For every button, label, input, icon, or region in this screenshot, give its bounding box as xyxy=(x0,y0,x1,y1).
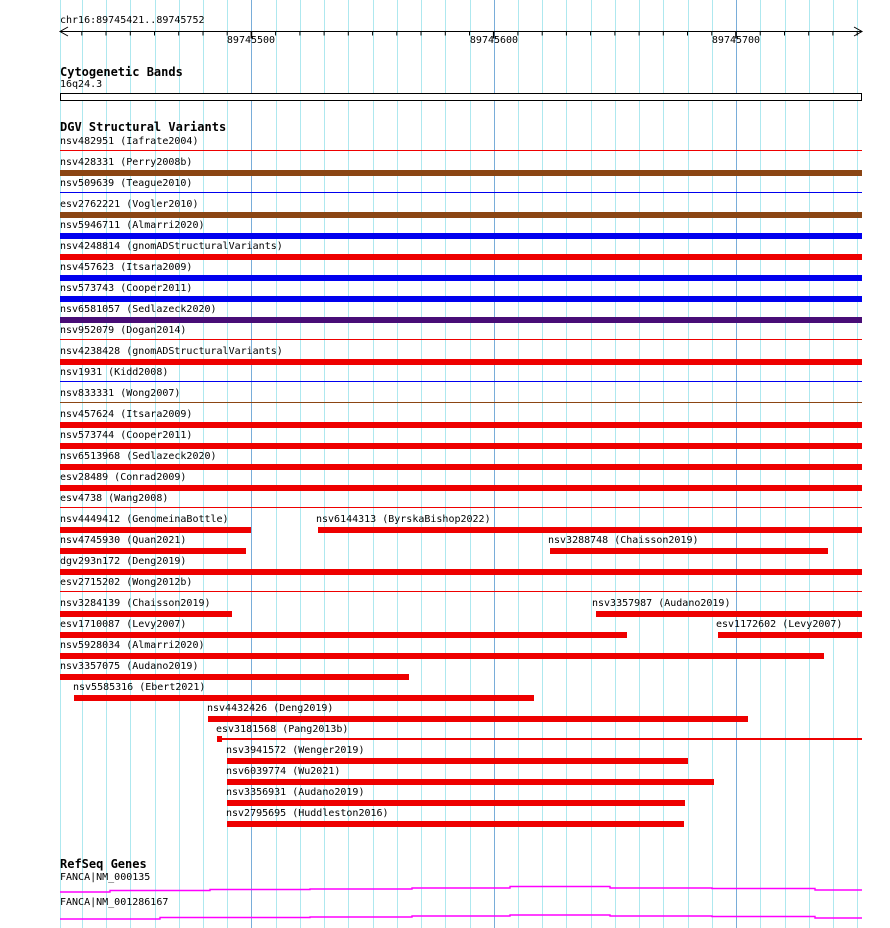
variant-label: nsv3288748 (Chaisson2019) xyxy=(548,535,699,546)
variant-label: nsv5946711 (Almarri2020) xyxy=(60,220,205,231)
variant-label: nsv3357987 (Audano2019) xyxy=(592,598,731,609)
section-title-refseq: RefSeq Genes xyxy=(60,857,147,871)
variant-label: dgv293n172 (Deng2019) xyxy=(60,556,187,567)
variant-label: nsv573743 (Cooper2011) xyxy=(60,283,193,294)
variant-label: nsv1931 (Kidd2008) xyxy=(60,367,169,378)
variant-label: esv1710087 (Levy2007) xyxy=(60,619,187,630)
variant-label: nsv4248814 (gnomADStructuralVariants) xyxy=(60,241,283,252)
variant-label: esv3181568 (Pang2013b) xyxy=(216,724,349,735)
variant-label: esv2715202 (Wong2012b) xyxy=(60,577,193,588)
variant-label: nsv5928034 (Almarri2020) xyxy=(60,640,205,651)
gene-model[interactable] xyxy=(60,915,862,919)
variant-label: nsv2795695 (Huddleston2016) xyxy=(226,808,389,819)
variant-label: nsv4449412 (GenomeinaBottle) xyxy=(60,514,229,525)
variant-label: nsv4238428 (gnomADStructuralVariants) xyxy=(60,346,283,357)
gene-model[interactable] xyxy=(60,887,862,893)
gene-label: FANCA|NM_001286167 xyxy=(60,897,169,908)
variant-label: esv2762221 (Vogler2010) xyxy=(60,199,199,210)
variant-label: nsv509639 (Teague2010) xyxy=(60,178,193,189)
variant-label: nsv482951 (Iafrate2004) xyxy=(60,136,199,147)
variant-label: nsv457623 (Itsara2009) xyxy=(60,262,193,273)
variant-label: nsv428331 (Perry2008b) xyxy=(60,157,193,168)
variant-label: nsv6581057 (Sedlazeck2020) xyxy=(60,304,217,315)
variant-label: nsv3284139 (Chaisson2019) xyxy=(60,598,211,609)
variant-label: nsv5585316 (Ebert2021) xyxy=(73,682,206,693)
region-coordinates: chr16:89745421..89745752 xyxy=(60,15,205,26)
variant-label: nsv4432426 (Deng2019) xyxy=(207,703,334,714)
variant-label: nsv573744 (Cooper2011) xyxy=(60,430,193,441)
section-title-dgv: DGV Structural Variants xyxy=(60,120,227,134)
gene-label: FANCA|NM_000135 xyxy=(60,872,151,883)
variant-label: nsv6513968 (Sedlazeck2020) xyxy=(60,451,217,462)
variant-label: nsv4745930 (Quan2021) xyxy=(60,535,187,546)
ruler-tick-label: 89745700 xyxy=(711,35,761,46)
variant-label: esv28489 (Conrad2009) xyxy=(60,472,187,483)
variant-label: nsv6039774 (Wu2021) xyxy=(226,766,341,777)
variant-label: nsv3941572 (Wenger2019) xyxy=(226,745,365,756)
variant-label: esv4738 (Wang2008) xyxy=(60,493,169,504)
ruler-tick-label: 89745600 xyxy=(469,35,519,46)
variant-label: esv1172602 (Levy2007) xyxy=(716,619,843,630)
variant-label: nsv952079 (Dogan2014) xyxy=(60,325,187,336)
variant-label: nsv6144313 (ByrskaBishop2022) xyxy=(316,514,491,525)
ruler-tick-label: 89745500 xyxy=(226,35,276,46)
variant-label: nsv457624 (Itsara2009) xyxy=(60,409,193,420)
cytoband-label: 16q24.3 xyxy=(60,79,103,90)
section-title-cytogenetic: Cytogenetic Bands xyxy=(60,65,183,79)
variant-label: nsv833331 (Wong2007) xyxy=(60,388,181,399)
variant-label: nsv3357075 (Audano2019) xyxy=(60,661,199,672)
variant-label: nsv3356931 (Audano2019) xyxy=(226,787,365,798)
